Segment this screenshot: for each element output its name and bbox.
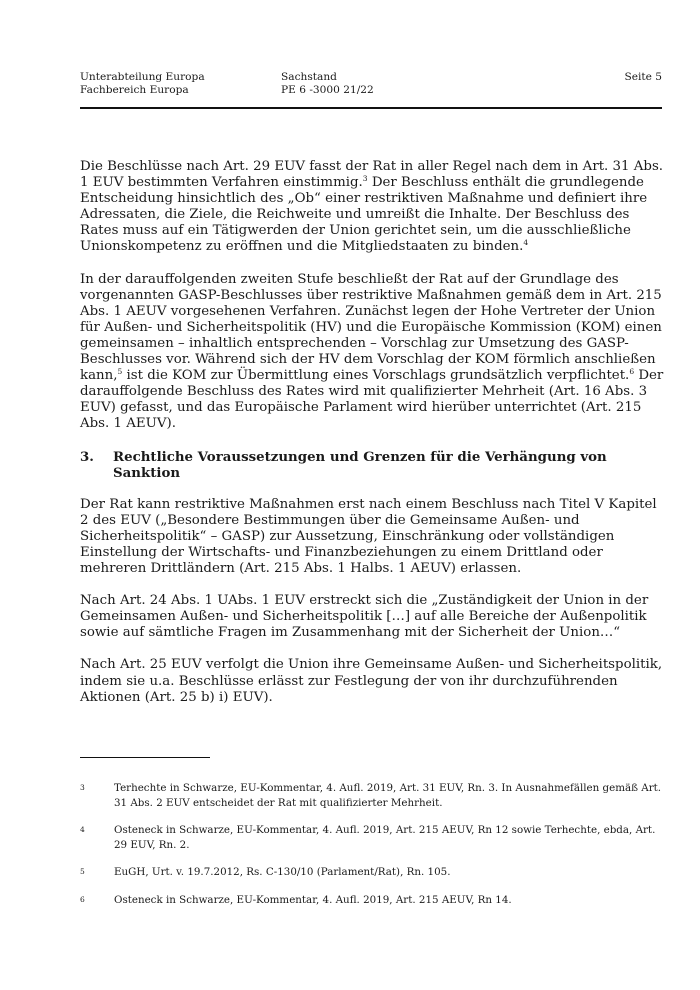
footnote-text: Terhechte in Schwarze, EU-Kommentar, 4. Aufl. 2019, Art. 31 EUV, Rn. 3. In Ausnahmefällen gemäß Art. 31 Abs. 2 EUV entscheidet der Rat mit qualifizierter Mehrheit.	[114, 782, 662, 809]
header-doc-type: Sachstand	[281, 71, 337, 83]
footnote-ref-6[interactable]: 6	[629, 367, 635, 377]
footnote-4	[80, 823, 664, 852]
main-text	[80, 159, 664, 722]
footnote-ref-5[interactable]: 5	[117, 367, 123, 377]
paragraph-4: Nach Art. 24 Abs. 1 UAbs. 1 EUV erstreckt sich die „Zuständigkeit der Union in der Gemeinsamen Außen- und Sicherheitspolitik […] auf alle Bereiche der Außenpolitik sowie auf sämtliche Fragen im Zusammenhang mit der Sicherheit der Union…“	[80, 593, 649, 641]
footnote-6	[80, 893, 664, 908]
paragraph-2	[80, 272, 664, 433]
paragraph-2-text-b: ist die KOM zur Übermittlung eines Vorschlags grundsätzlich verpflichtet.	[122, 368, 630, 384]
paragraph-1-text-b: Der Beschluss enthält die grundlegende Entscheidung hinsichtlich des „Ob“ einer restriktiven Maßnahme und definiert ihre Adressaten, die Ziele, die Reichweite und umreißt die Inhalte. Der Beschluss des Rates muss auf ein Tätigwerden der Union gerichtet sein, um die ausschließliche Unionskompetenz zu eröffnen und die Mitgliedstaaten zu binden.	[80, 175, 648, 255]
paragraph-2-text-c: Der darauffolgende Beschluss des Rates wird mit qualifizierter Mehrheit (Art. 16 Abs. 3 EUV) gefasst, und das Europäische Parlament wird hierüber unterrichtet (Art. 215 Abs. 1 AEUV).	[80, 368, 664, 432]
paragraph-1-text-a: Die Beschlüsse nach Art. 29 EUV fasst der Rat in aller Regel nach dem in Art. 31 Abs. 1 EUV bestimmten Verfahren einstimmig.	[80, 159, 664, 191]
footnote-ref-4[interactable]: 4	[523, 238, 529, 248]
header-doc-number: PE 6 -3000 21/22	[281, 83, 374, 96]
header-divider	[80, 107, 662, 109]
header-unit-line2: Fachbereich Europa	[80, 83, 189, 96]
footnote-5	[80, 865, 664, 880]
footnote-text: Osteneck in Schwarze, EU-Kommentar, 4. Aufl. 2019, Art. 215 AEUV, Rn 12 sowie Terhechte, ebda, Art. 29 EUV, Rn. 2.	[114, 824, 656, 851]
paragraph-3: Der Rat kann restriktive Maßnahmen erst nach einem Beschluss nach Titel V Kapitel 2 des EUV („Besondere Bestimmungen über die Gemeinsame Außen- und Sicherheitspolitik“ – GASP) zur Aussetzung, Einschränkung oder vollständigen Einstellung der Wirtschafts- und Finanzbeziehungen zu einem Drittland oder mehreren Drittländern (Art. 215 Abs. 1 Halbs. 1 AEUV) erlassen.	[80, 496, 657, 577]
header-document	[281, 71, 374, 96]
footnote-number: 4	[80, 825, 85, 834]
footnote-text: EuGH, Urt. v. 19.7.2012, Rs. C-130/10 (Parlament/Rat), Rn. 105.	[114, 866, 451, 878]
paragraph-1	[80, 159, 664, 256]
footnote-number: 6	[80, 894, 85, 904]
footnote-number: 5	[80, 867, 85, 876]
footnote-3	[80, 781, 664, 810]
footnotes	[80, 781, 664, 920]
paragraph-2-text-a: In der darauffolgenden zweiten Stufe beschließt der Rat auf der Grundlage des vorgenannten GASP-Beschlusses über restriktive Maßnahmen gemäß dem in Art. 215 Abs. 1 AEUV vorgesehenen Verfahren. Zunächst legen der Hohe Vertreter der Union für Außen- und Sicherheitspolitik (HV) und die Europäische Kommission (KOM) einen gemeinsamen – inhaltlich entsprechenden – Vorschlag zur Umsetzung des GASP-Beschlusses vor. Während sich der HV dem Vorschlag der KOM förmlich anschließen kann,	[80, 271, 662, 384]
header-unit-line1: Unterabteilung Europa	[80, 71, 205, 83]
footnote-text: Osteneck in Schwarze, EU-Kommentar, 4. Aufl. 2019, Art. 215 AEUV, Rn 14.	[114, 893, 512, 906]
paragraph-5: Nach Art. 25 EUV verfolgt die Union ihre Gemeinsame Außen- und Sicherheitspolitik, indem sie u.a. Beschlüsse erlässt zur Festlegung der von ihr durchzuführenden Aktionen (Art. 25 b) i) EUV).	[80, 657, 663, 705]
section-number: 3.	[80, 448, 94, 465]
footnote-ref-3[interactable]: 3	[362, 174, 368, 184]
section-title: Rechtliche Voraussetzungen und Grenzen für die Verhängung von Sanktion	[113, 448, 607, 481]
footnote-number: 3	[80, 783, 85, 792]
footnote-divider	[80, 757, 210, 758]
section-heading	[80, 449, 664, 481]
header-page-number: Seite 5	[624, 71, 662, 83]
header-unit	[80, 71, 205, 96]
